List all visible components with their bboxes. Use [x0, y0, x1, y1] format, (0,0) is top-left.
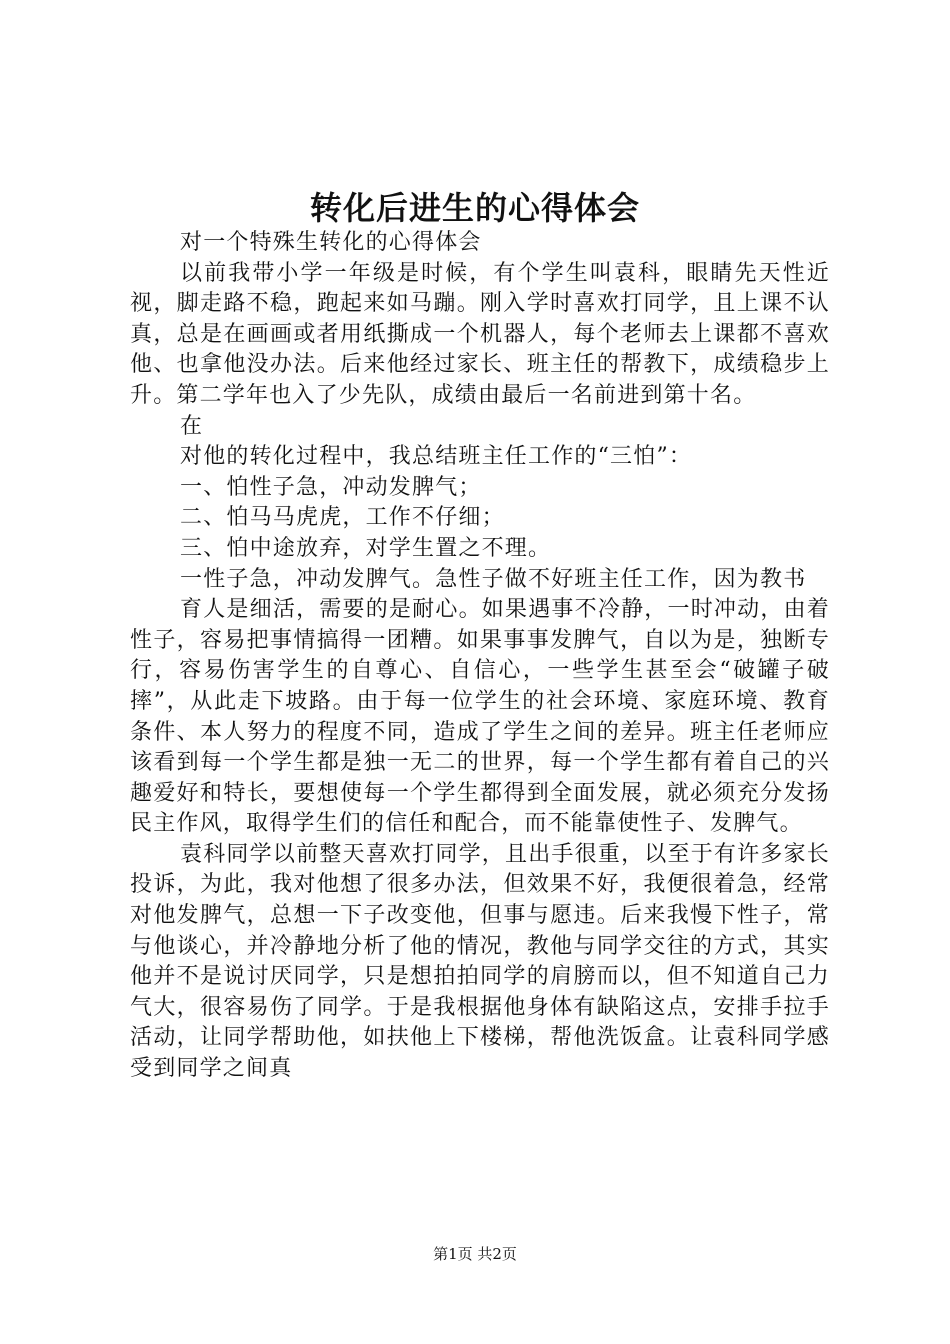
document-body [130, 228, 830, 1085]
paragraph: 育人是细活，需要的是耐心。如果遇事不冷静，一时冲动，由着性子，容易把事情搞得一团糟。如果事事发脾气，自以为是，独断专行，容易伤害学生的自尊心、自信心，一些学生甚至会“破罐子破摔”，从此走下坡路。由于每一位学生的社会环境、家庭环境、教育条件、本人努力的程度不同，造成了学生之间的差异。班主任老师应该看到每一个学生都是独一无二的世界，每一个学生都有着自己的兴趣爱好和特长，要想使每一个学生都得到全面发展，就必须充分发扬民主作风，取得学生们的信任和配合，而不能靠使性子、发脾气。 [130, 597, 830, 837]
document-title: 转化后进生的心得体会 [309, 189, 640, 227]
paragraph: 一性子急，冲动发脾气。急性子做不好班主任工作，因为教书 [180, 566, 807, 592]
paragraph: 一、怕性子急，冲动发脾气； [180, 474, 482, 500]
paragraph-subtitle: 对一个特殊生转化的心得体会 [180, 230, 482, 255]
paragraph: 在 [180, 413, 204, 439]
page-footer: 第1页 共2页 [433, 1245, 517, 1263]
paragraph: 三、怕中途放弃，对学生置之不理。 [180, 535, 552, 561]
paragraph: 以前我带小学一年级是时候，有个学生叫袁科，眼睛先天性近视，脚走路不稳，跑起来如马蹦。刚入学时喜欢打同学，且上课不认真，总是在画画或者用纸撕成一个机器人，每个老师去上课都不喜欢他、也拿他没办法。后来他经过家长、班主任的帮教下，成绩稳步上升。第二学年也入了少先队，成绩由最后一名前进到第十名。 [130, 260, 830, 408]
paragraph: 对他的转化过程中，我总结班主任工作的“三怕”： [180, 444, 693, 470]
paragraph: 二、怕马马虎虎，工作不仔细； [180, 505, 505, 531]
paragraph: 袁科同学以前整天喜欢打同学，且出手很重，以至于有许多家长投诉，为此，我对他想了很多办法，但效果不好，我便很着急，经常对他发脾气，总想一下子改变他，但事与愿违。后来我慢下性子，常与他谈心，并冷静地分析了他的情况，教他与同学交往的方式，其实他并不是说讨厌同学，只是想拍拍同学的肩膀而以，但不知道自己力气大，很容易伤了同学。于是我根据他身体有缺陷这点，安排手拉手活动，让同学帮助他，如扶他上下楼梯，帮他洗饭盒。让袁科同学感受到同学之间真 [130, 841, 830, 1082]
